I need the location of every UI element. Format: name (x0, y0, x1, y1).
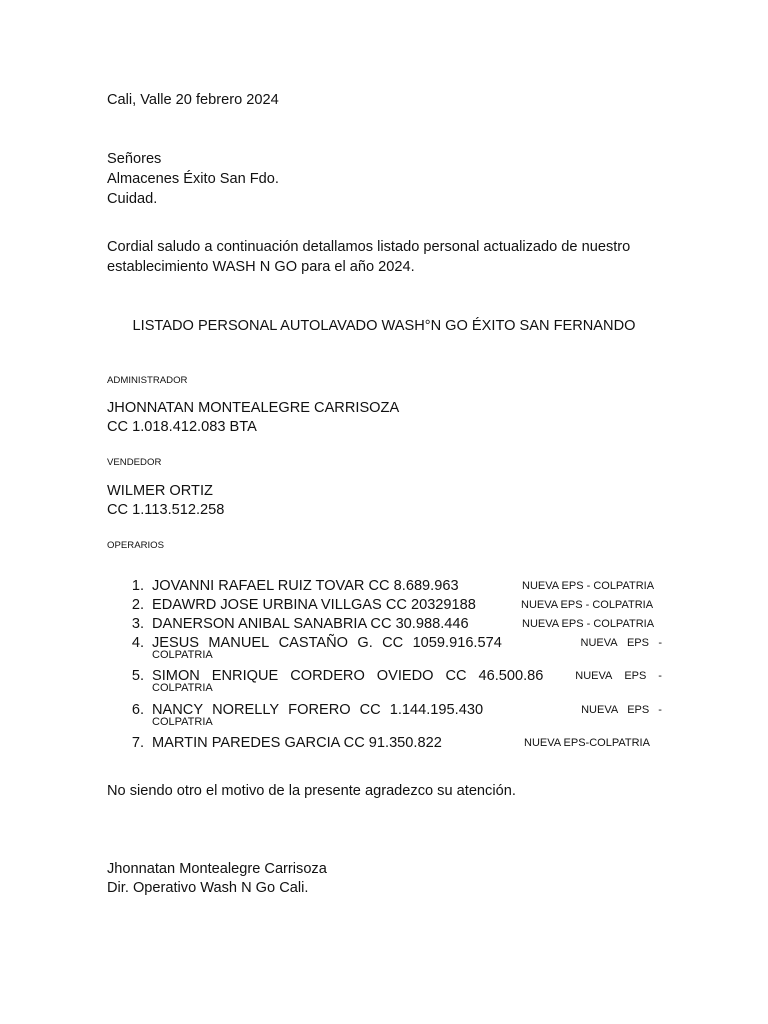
eps-word: NUEVA (575, 670, 613, 682)
eps-word: EPS (626, 637, 649, 649)
list-item (107, 633, 662, 667)
word: MANUEL (208, 635, 270, 651)
word: SIMON (152, 668, 200, 684)
word: CC (382, 635, 404, 651)
operator-eps-wrap: COLPATRIA (152, 649, 213, 661)
operator-name-id: DANERSON ANIBAL SANABRIA CC 30.988.446 (152, 616, 469, 632)
list-number: 7. (131, 735, 144, 751)
eps-word: EPS (624, 670, 647, 682)
list-item (107, 733, 662, 767)
eps-word: EPS (627, 704, 650, 716)
signature-name: Jhonnatan Montealegre Carrisoza (107, 861, 327, 877)
eps-word: - (658, 704, 662, 716)
word: 1.144.195.430 (389, 702, 484, 718)
operator-line (152, 633, 662, 653)
word: JESUS (152, 635, 200, 651)
seller-name: WILMER ORTIZ (107, 483, 213, 499)
list-number: 2. (131, 597, 144, 613)
word: 46.500.86 (478, 668, 544, 684)
eps-word: - (658, 670, 662, 682)
operators-label: OPERARIOS (107, 540, 165, 551)
operator-eps: NUEVA EPS - COLPATRIA (521, 599, 654, 611)
eps-word: - (658, 637, 662, 649)
word: 1059.916.574 (412, 635, 502, 651)
operator-eps: NUEVA EPS-COLPATRIA (524, 737, 650, 749)
word: NORELLY (212, 702, 280, 718)
signature-role: Dir. Operativo Wash N Go Cali. (107, 880, 309, 896)
word: CC (445, 668, 467, 684)
operator-eps: NUEVA EPS - COLPATRIA (522, 580, 655, 592)
document-title: LISTADO PERSONAL AUTOLAVADO WASH°N GO ÉXITO SAN FERNANDO (132, 318, 636, 334)
admin-id: CC 1.018.412.083 BTA (107, 419, 257, 435)
eps-word: NUEVA (580, 637, 618, 649)
word: CC (359, 702, 381, 718)
recipient-city: Cuidad. (107, 191, 158, 207)
operator-eps-wrap: COLPATRIA (152, 716, 213, 728)
word: CORDERO (290, 668, 365, 684)
recipient-salutation: Señores (107, 151, 162, 167)
intro-line-1: Cordial saludo a continuación detallamos listado personal actualizado de nuestro (107, 239, 631, 255)
list-item (107, 700, 662, 734)
operator-name-id: MARTIN PAREDES GARCIA CC 91.350.822 (152, 735, 442, 751)
admin-label: ADMINISTRADOR (107, 375, 188, 386)
place-date: Cali, Valle 20 febrero 2024 (107, 92, 279, 108)
list-number: 4. (131, 635, 144, 651)
list-number: 6. (131, 702, 144, 718)
word: CASTAÑO (278, 635, 349, 651)
list-number: 1. (131, 578, 144, 594)
intro-line-2: establecimiento WASH N GO para el año 2024. (107, 259, 415, 275)
seller-label: VENDEDOR (107, 457, 162, 468)
list-number: 3. (131, 616, 144, 632)
operator-eps-wrap: COLPATRIA (152, 682, 213, 694)
word: G. (357, 635, 373, 651)
operator-name-id: EDAWRD JOSE URBINA VILLGAS CC 20329188 (152, 597, 476, 613)
admin-name: JHONNATAN MONTEALEGRE CARRISOZA (107, 400, 400, 416)
list-item (107, 666, 662, 700)
operator-line (152, 666, 662, 686)
word: NANCY (152, 702, 204, 718)
operator-eps: NUEVA EPS - COLPATRIA (522, 618, 655, 630)
word: FORERO (288, 702, 351, 718)
recipient-company: Almacenes Éxito San Fdo. (107, 171, 279, 187)
seller-id: CC 1.113.512.258 (107, 502, 225, 518)
word: OVIEDO (376, 668, 434, 684)
closing-text: No siendo otro el motivo de la presente agradezco su atención. (107, 783, 516, 799)
operator-name-id: JOVANNI RAFAEL RUIZ TOVAR CC 8.689.963 (152, 578, 459, 594)
eps-word: NUEVA (581, 704, 619, 716)
word: ENRIQUE (211, 668, 279, 684)
list-number: 5. (131, 668, 144, 684)
operator-line (152, 700, 662, 720)
